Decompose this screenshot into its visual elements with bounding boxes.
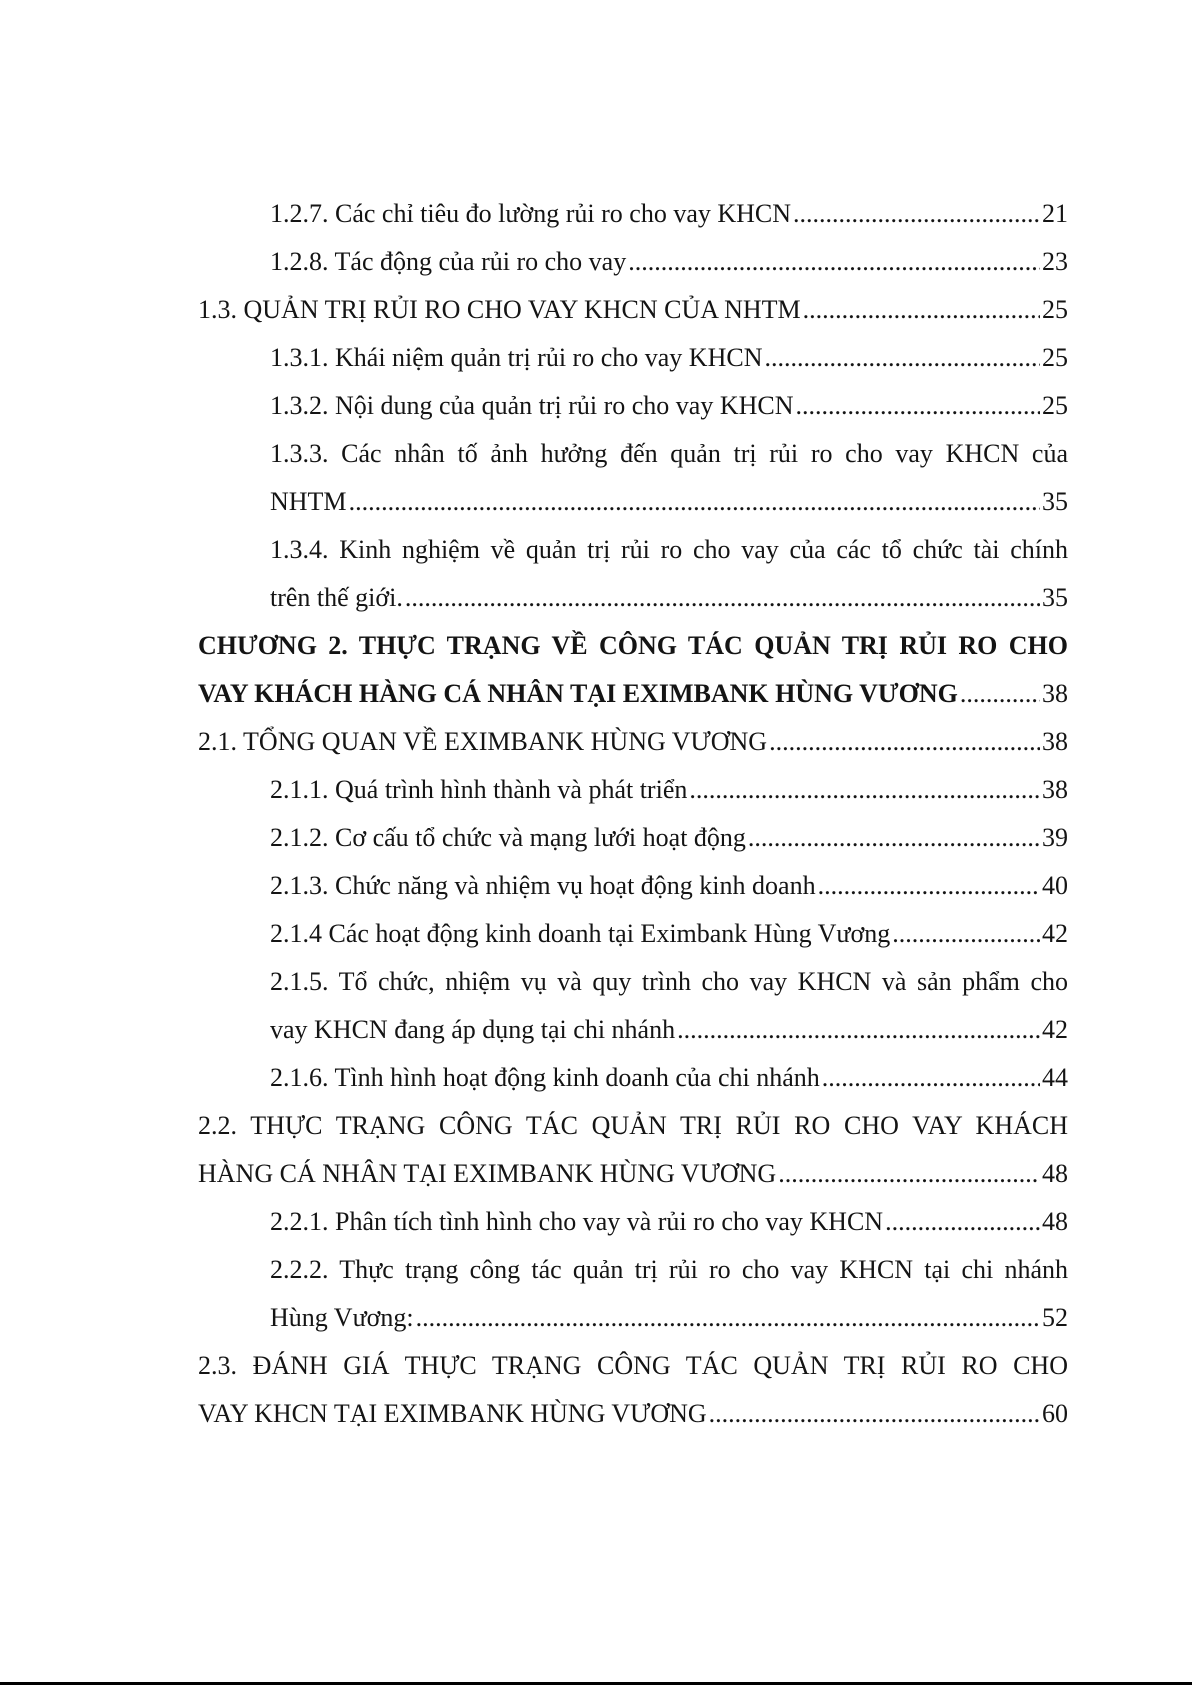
toc-page-number: 48 <box>1042 1207 1068 1236</box>
toc-entry[interactable] <box>198 190 1068 238</box>
dot-leader <box>960 670 1040 718</box>
toc-entry[interactable] <box>198 814 1068 862</box>
dot-leader <box>822 1054 1040 1102</box>
toc-page-number: 35 <box>1042 583 1068 612</box>
toc-page-number: 25 <box>1042 391 1068 420</box>
dot-leader <box>769 718 1040 766</box>
toc-page-number: 25 <box>1042 343 1068 372</box>
toc-page-number: 38 <box>1042 679 1068 708</box>
toc-page-number: 38 <box>1042 775 1068 804</box>
toc-entry-title-line-1: 1.3.3. Các nhân tố ảnh hưởng đến quản trị rủi ro cho vay KHCN của <box>270 439 1068 468</box>
toc-entry[interactable] <box>198 1198 1068 1246</box>
toc-section-title-line-2: HÀNG CÁ NHÂN TẠI EXIMBANK HÙNG VƯƠNG <box>198 1159 777 1188</box>
dot-leader <box>709 1390 1040 1438</box>
toc-entry-title: 2.2.1. Phân tích tình hình cho vay và rủi ro cho vay KHCN <box>270 1207 884 1236</box>
toc-page-number: 25 <box>1042 295 1068 324</box>
toc-entry-title: 2.1.3. Chức năng và nhiệm vụ hoạt động kinh doanh <box>270 871 816 900</box>
toc-entry[interactable] <box>198 958 1068 1054</box>
dot-leader <box>778 1150 1040 1198</box>
toc-chapter-title-line-1: CHƯƠNG 2. THỰC TRẠNG VỀ CÔNG TÁC QUẢN TRỊ RỦI RO CHO <box>198 631 1068 660</box>
dot-leader <box>885 1198 1040 1246</box>
dot-leader <box>764 334 1040 382</box>
toc-chapter-title-line-2: VAY KHÁCH HÀNG CÁ NHÂN TẠI EXIMBANK HÙNG VƯƠNG <box>198 679 958 708</box>
toc-entry-title: 1.3.1. Khái niệm quản trị rủi ro cho vay KHCN <box>270 343 763 372</box>
toc-entry-title: 1.2.7. Các chỉ tiêu đo lường rủi ro cho vay KHCN <box>270 199 792 228</box>
toc-entry-title: 2.1.2. Cơ cấu tổ chức và mạng lưới hoạt động <box>270 823 746 852</box>
toc-entry[interactable] <box>198 766 1068 814</box>
toc-entry[interactable] <box>198 382 1068 430</box>
toc-page-number: 23 <box>1042 247 1068 276</box>
toc-entry-title-line-1: 2.1.5. Tổ chức, nhiệm vụ và quy trình cho vay KHCN và sản phẩm cho <box>270 967 1068 996</box>
dot-leader <box>689 766 1040 814</box>
dot-leader <box>349 478 1040 526</box>
toc-entry-title-line-2: vay KHCN đang áp dụng tại chi nhánh <box>270 1015 676 1044</box>
toc-entry-title-line-2: Hùng Vương: <box>270 1303 414 1332</box>
toc-entry[interactable] <box>198 526 1068 622</box>
toc-entry-title: 1.3.2. Nội dung của quản trị rủi ro cho vay KHCN <box>270 391 794 420</box>
toc-entry-title-line-1: 2.2.2. Thực trạng công tác quản trị rủi ro cho vay KHCN tại chi nhánh <box>270 1255 1068 1284</box>
toc-page-number: 21 <box>1042 199 1068 228</box>
toc-section[interactable] <box>198 1342 1068 1438</box>
toc-entry[interactable] <box>198 910 1068 958</box>
toc-entry[interactable] <box>198 1246 1068 1342</box>
toc-page-number: 38 <box>1042 727 1068 756</box>
toc-page-number: 39 <box>1042 823 1068 852</box>
dot-leader <box>803 286 1040 334</box>
toc-entry[interactable] <box>198 862 1068 910</box>
toc-page-number: 44 <box>1042 1063 1068 1092</box>
toc-entry-title-line-1: 1.3.4. Kinh nghiệm về quản trị rủi ro cho vay của các tổ chức tài chính <box>270 535 1068 564</box>
dot-leader <box>628 238 1040 286</box>
dot-leader <box>796 382 1040 430</box>
toc-chapter[interactable] <box>198 622 1068 718</box>
toc-section-title-line-1: 2.3. ĐÁNH GIÁ THỰC TRẠNG CÔNG TÁC QUẢN TRỊ RỦI RO CHO <box>198 1351 1068 1380</box>
dot-leader <box>416 1294 1040 1342</box>
toc-section[interactable] <box>198 286 1068 334</box>
toc-page-number: 35 <box>1042 487 1068 516</box>
dot-leader <box>793 190 1040 238</box>
toc-entry[interactable] <box>198 1054 1068 1102</box>
toc-page-number: 60 <box>1042 1399 1068 1428</box>
toc-entry[interactable] <box>198 430 1068 526</box>
toc-entry-title-line-2: NHTM <box>270 487 347 516</box>
toc-section-title-line-2: VAY KHCN TẠI EXIMBANK HÙNG VƯƠNG <box>198 1399 707 1428</box>
dot-leader <box>748 814 1040 862</box>
dot-leader <box>818 862 1040 910</box>
toc-page-number: 42 <box>1042 919 1068 948</box>
toc-page-number: 48 <box>1042 1159 1068 1188</box>
toc-page-number: 52 <box>1042 1303 1068 1332</box>
toc-section[interactable] <box>198 1102 1068 1198</box>
toc-section-title: 2.1. TỔNG QUAN VỀ EXIMBANK HÙNG VƯƠNG <box>198 727 768 756</box>
toc-section[interactable] <box>198 718 1068 766</box>
dot-leader <box>405 574 1040 622</box>
toc-entry[interactable] <box>198 334 1068 382</box>
toc-entry-title: 2.1.4 Các hoạt động kinh doanh tại Eximbank Hùng Vương <box>270 919 891 948</box>
toc-entry[interactable] <box>198 238 1068 286</box>
toc-entry-title: 2.1.1. Quá trình hình thành và phát triển <box>270 775 688 804</box>
toc-entry-title-line-2: trên thế giới. <box>270 583 403 612</box>
dot-leader <box>892 910 1040 958</box>
toc-page-number: 40 <box>1042 871 1068 900</box>
toc-entry-title: 1.2.8. Tác động của rủi ro cho vay <box>270 247 627 276</box>
toc-section-title: 1.3. QUẢN TRỊ RỦI RO CHO VAY KHCN CỦA NHTM <box>198 295 801 324</box>
dot-leader <box>677 1006 1040 1054</box>
toc-page-number: 42 <box>1042 1015 1068 1044</box>
toc-entry-title: 2.1.6. Tình hình hoạt động kinh doanh của chi nhánh <box>270 1063 820 1092</box>
toc-section-title-line-1: 2.2. THỰC TRẠNG CÔNG TÁC QUẢN TRỊ RỦI RO CHO VAY KHÁCH <box>198 1111 1068 1140</box>
table-of-contents <box>198 190 1068 1438</box>
